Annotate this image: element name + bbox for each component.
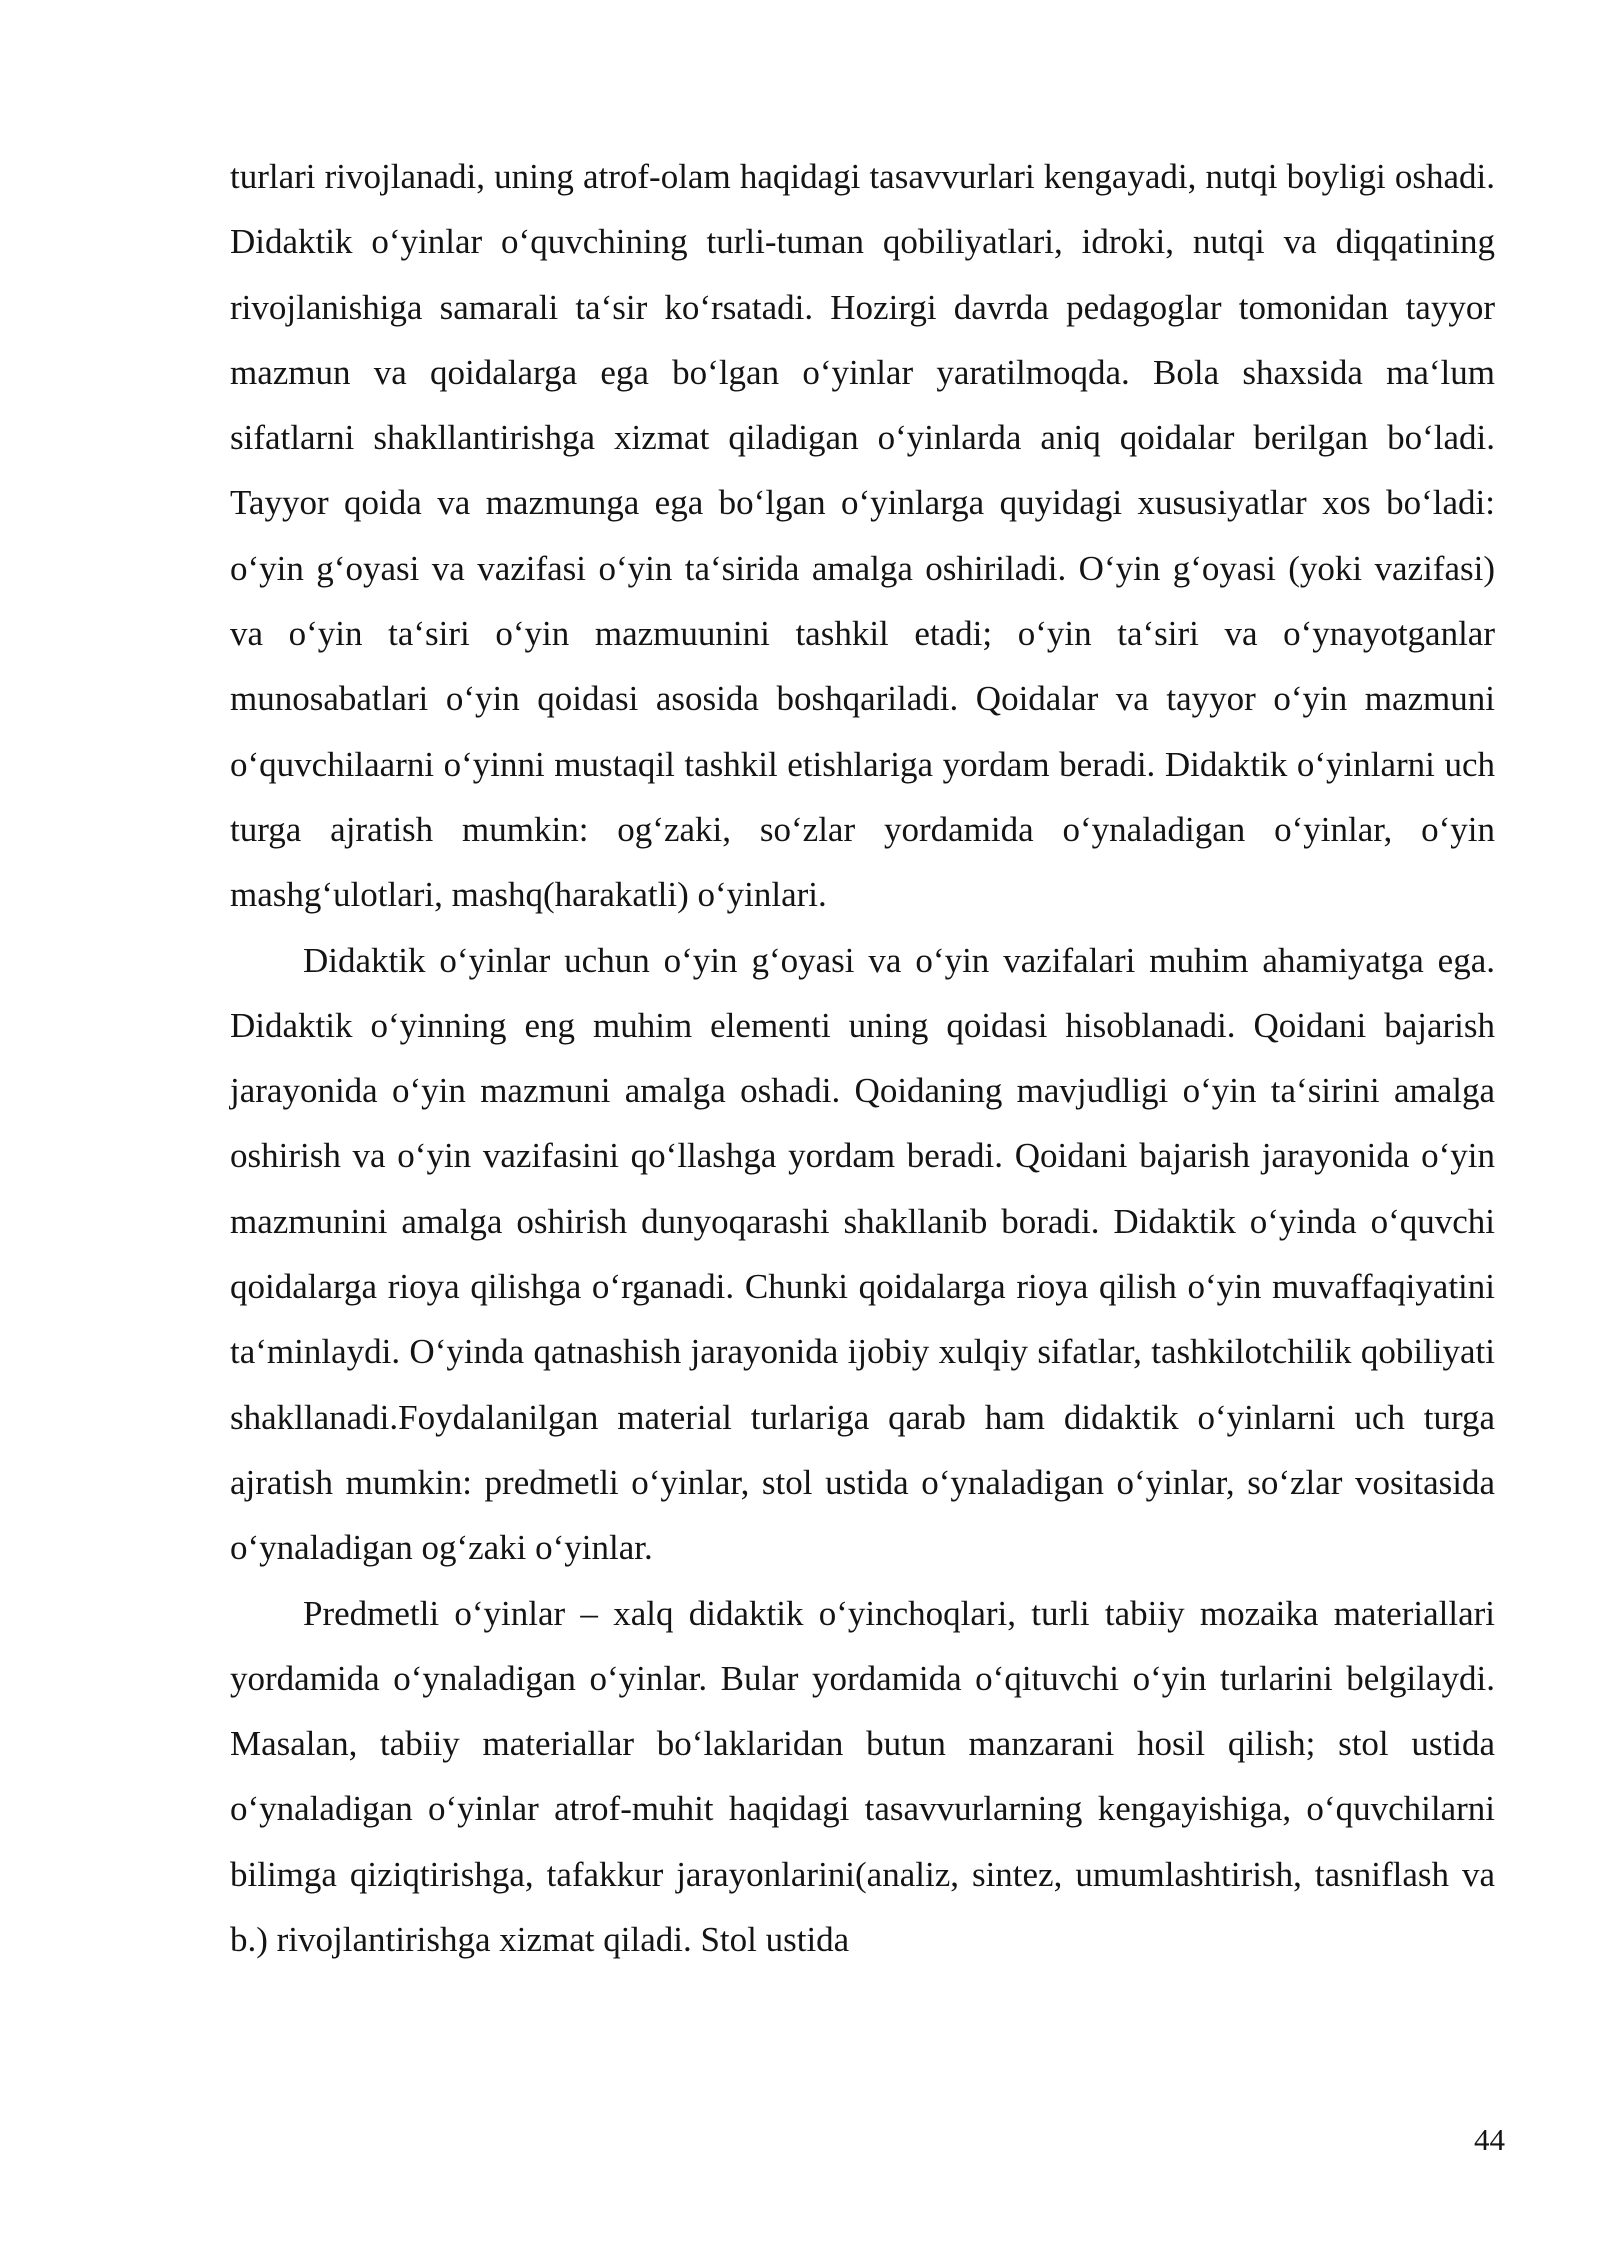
paragraph-didactic-games-rules: Didaktik o‘yinlar uchun o‘yin g‘oyasi va o‘yin vazifalari muhim ahamiyatga ega. Didaktik o‘yinning eng muhim elementi uning qoidasi hisoblanadi. Qoidani bajarish jarayonida o‘yin mazmuni amalga oshadi. Qoidaning mavjudligi o‘yin ta‘sirini amalga oshirish va o‘yin vazifasini qo‘llashga yordam beradi. Qoidani bajarish jarayonida o‘yin mazmunini amalga oshirish dunyoqarashi shakllanib boradi. Didaktik o‘yinda o‘quvchi qoidalarga rioya qilishga o‘rganadi. Chunki qoidalarga rioya qilish o‘yin muvaffaqiyatini ta‘minlaydi. O‘yinda qatnashish jarayonida ijobiy xulqiy sifatlar, tashkilotchilik qobiliyati shakllanadi.Foydalanilgan material turlariga qarab ham didaktik o‘yinlarni uch turga ajratish mumkin: predmetli o‘yinlar, stol ustida o‘ynaladigan o‘yinlar, so‘zlar vositasida o‘ynaladigan og‘zaki o‘yinlar. — [230, 940, 1495, 1568]
body-text — [230, 144, 1495, 1972]
paragraph-object-games: Predmetli o‘yinlar – xalq didaktik o‘yinchoqlari, turli tabiiy mozaika materiallari yordamida o‘ynaladigan o‘yinlar. Bular yordamida o‘qituvchi o‘yin turlarini belgilaydi. Masalan, tabiiy materiallar bo‘laklaridan butun manzarani hosil qilish; stol ustida o‘ynaladigan o‘yinlar atrof-muhit haqidagi tasavvurlarning kengayishiga, o‘quvchilarni bilimga qiziqtirishga, tafakkur jarayonlarini(analiz, sintez, umumlashtirish, tasniflash va b.) rivojlantirishga xizmat qiladi. Stol ustida — [230, 1593, 1495, 1960]
page-number: 44 — [1474, 2122, 1505, 2157]
paragraph-continuation: turlari rivojlanadi, uning atrof-olam haqidagi tasavvurlari kengayadi, nutqi boyligi oshadi. Didaktik o‘yinlar o‘quvchining turli-tuman qobiliyatlari, idroki, nutqi va diqqatining rivojlanishiga samarali ta‘sir ko‘rsatadi. Hozirgi davrda pedagoglar tomonidan tayyor mazmun va qoidalarga ega bo‘lgan o‘yinlar yaratilmoqda. Bola shaxsida ma‘lum sifatlarni shakllantirishga xizmat qiladigan o‘yinlarda aniq qoidalar berilgan bo‘ladi. Tayyor qoida va mazmunga ega bo‘lgan o‘yinlarga quyidagi xususiyatlar xos bo‘ladi: o‘yin g‘oyasi va vazifasi o‘yin ta‘sirida amalga oshiriladi. O‘yin g‘oyasi (yoki vazifasi) va o‘yin ta‘siri o‘yin mazmuunini tashkil etadi; o‘yin ta‘siri va o‘ynayotganlar munosabatlari o‘yin qoidasi asosida boshqariladi. Qoidalar va tayyor o‘yin mazmuni o‘quvchilaarni o‘yinni mustaqil tashkil etishlariga yordam beradi. Didaktik o‘yinlarni uch turga ajratish mumkin: og‘zaki, so‘zlar yordamida o‘ynaladigan o‘yinlar, o‘yin mashg‘ulotlari, mashq(harakatli) o‘yinlari. — [230, 157, 1495, 915]
